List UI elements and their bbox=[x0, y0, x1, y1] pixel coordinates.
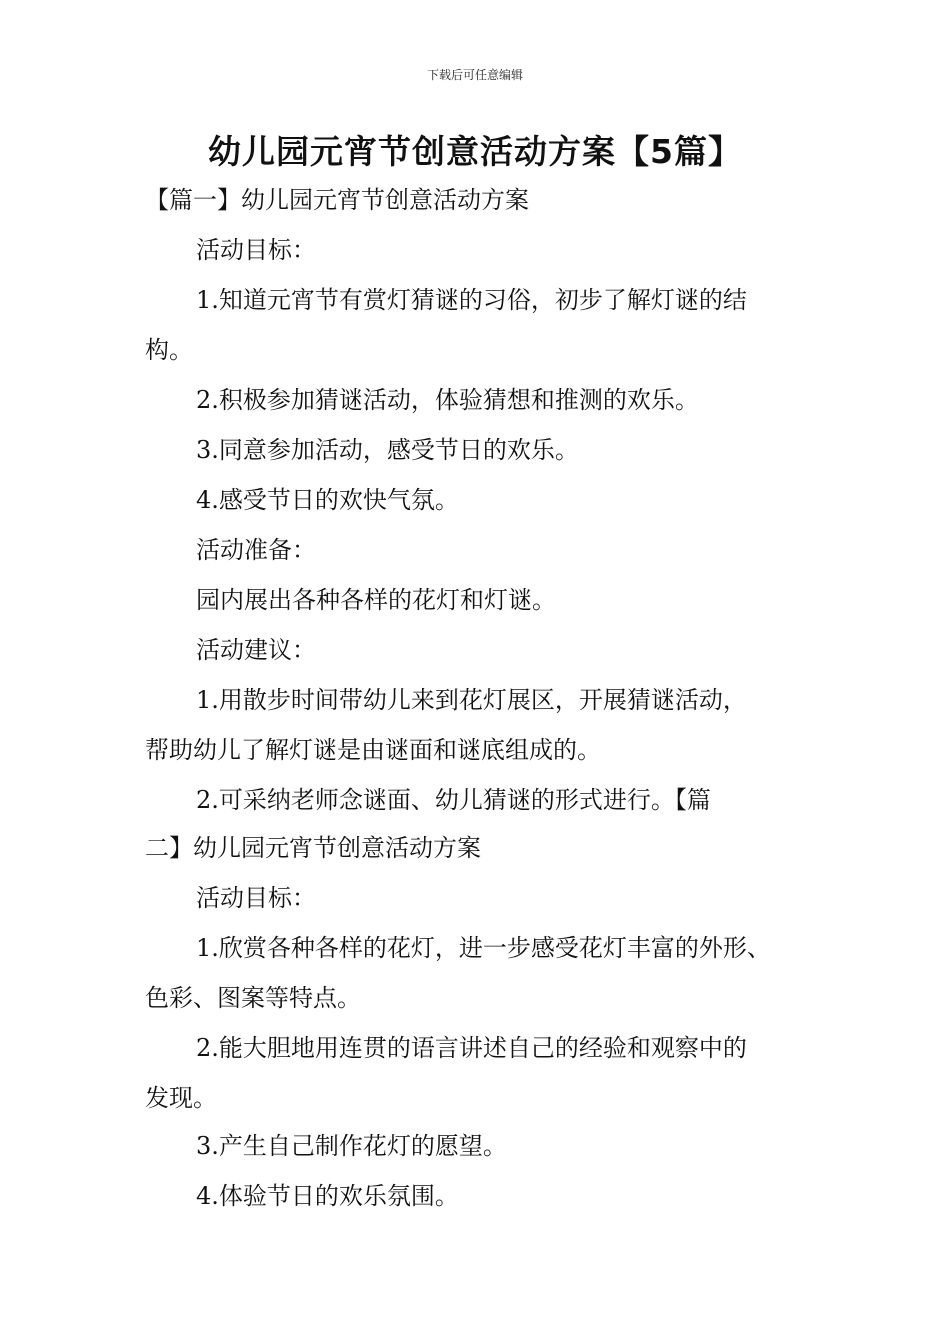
paragraph-line: 帮助幼儿了解灯谜是由谜面和谜底组成的。 bbox=[145, 736, 601, 764]
paragraph-line: 构。 bbox=[145, 336, 193, 364]
paragraph-line: 园内展出各种各样的花灯和灯谜。 bbox=[196, 586, 556, 614]
paragraph-line: 2.积极参加猜谜活动，体验猜想和推测的欢乐。 bbox=[196, 386, 699, 414]
paragraph-line: 2.能大胆地用连贯的语言讲述自己的经验和观察中的 bbox=[196, 1034, 747, 1062]
paragraph-line: 2.可采纳老师念谜面、幼儿猜谜的形式进行。【篇 bbox=[196, 786, 711, 814]
paragraph-line: 4.感受节日的欢快气氛。 bbox=[196, 486, 459, 514]
paragraph-line: 1.欣赏各种各样的花灯，进一步感受花灯丰富的外形、 bbox=[196, 934, 771, 962]
section-heading: 【篇一】幼儿园元宵节创意活动方案 bbox=[145, 186, 529, 214]
paragraph-line: 色彩、图案等特点。 bbox=[145, 984, 361, 1012]
header-note: 下载后可任意编辑 bbox=[426, 68, 523, 82]
paragraph-line: 活动建议： bbox=[196, 636, 316, 664]
section-heading: 二】幼儿园元宵节创意活动方案 bbox=[145, 834, 481, 862]
paragraph-line: 4.体验节日的欢乐氛围。 bbox=[196, 1182, 459, 1210]
document-title: 幼儿园元宵节创意活动方案【5篇】 bbox=[208, 132, 742, 171]
paragraph-line: 3.产生自己制作花灯的愿望。 bbox=[196, 1132, 507, 1160]
paragraph-line: 活动目标： bbox=[196, 236, 316, 264]
paragraph-line: 活动准备： bbox=[196, 536, 316, 564]
paragraph-line: 活动目标： bbox=[196, 884, 316, 912]
paragraph-line: 1.知道元宵节有赏灯猜谜的习俗，初步了解灯谜的结 bbox=[196, 286, 747, 314]
paragraph-line: 发现。 bbox=[145, 1084, 217, 1112]
paragraph-line: 1.用散步时间带幼儿来到花灯展区，开展猜谜活动， bbox=[196, 686, 747, 714]
paragraph-line: 3.同意参加活动，感受节日的欢乐。 bbox=[196, 436, 579, 464]
